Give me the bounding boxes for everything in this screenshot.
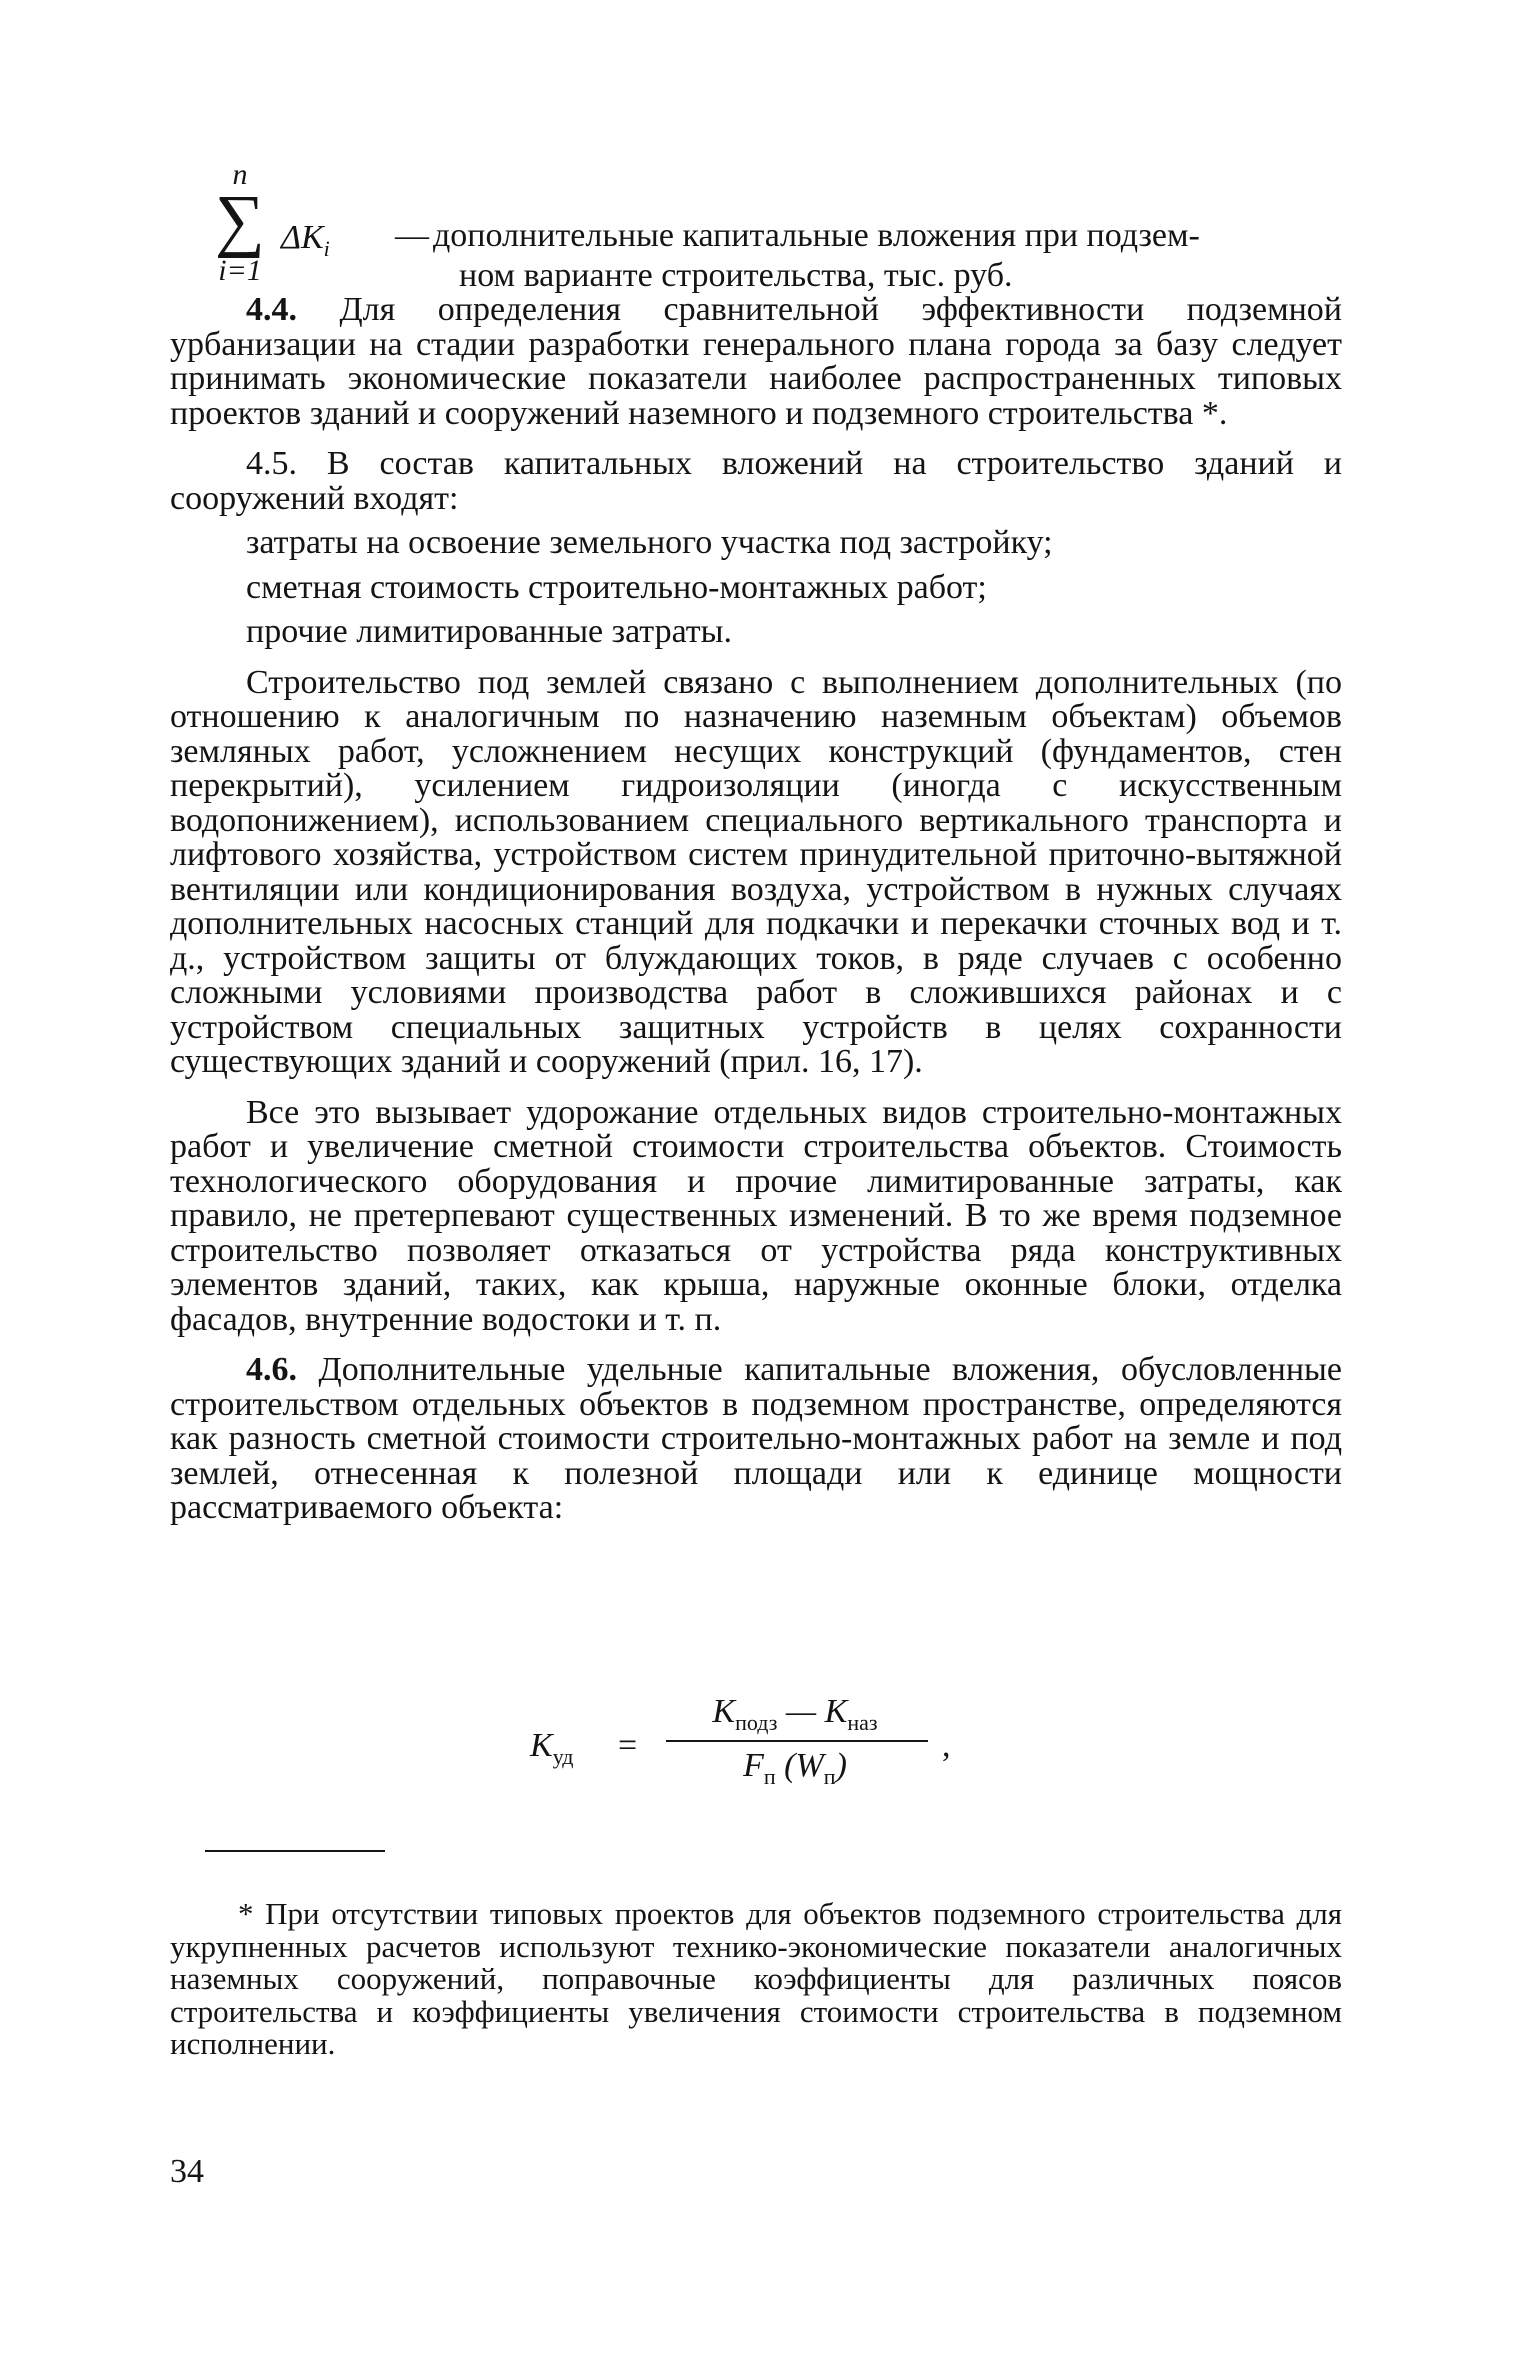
fraction-bar <box>666 1740 928 1742</box>
summation-description-line-1: дополнительные капитальные вложения при подзем- <box>433 217 1200 254</box>
section-text-4-5: В состав капитальных вложений на строительство зданий и сооружений входят: <box>170 445 1342 517</box>
list-item: сметная стоимость строительно-монтажных работ; <box>246 568 987 606</box>
formula-lhs-subscript: уд <box>552 1743 574 1769</box>
section-number-4-6: 4.6. <box>246 1351 297 1388</box>
section-number-4-4: 4.4. <box>246 291 297 328</box>
section-number-4-5: 4.5. <box>246 445 297 482</box>
paragraph-underground-construction: Строительство под землей связано с выполнением дополнительных (по отношению к аналогичным по назначению наземным объектам) объемов земляных работ, усложнением несущих конструкций (фундаментов, стен перекрытий), усилением гидроизоляции (иногда с искусственным водопонижением), использованием специального вертикального транспорта и лифтового хозяйства, устройством систем принудительной приточно-вытяжной вентиляции или кондиционирования воздуха, устройством в нужных случаях дополнительных насосных станций для подкачки и перекачки сточных вод и т. д., устройством защиты от блуждающих токов, в ряде случаев с особенно сложными условиями производства работ в сложившихся районах и с устройством специальных защитных устройств в целях сохранности существующих зданий и сооружений (прил. 16, 17). <box>170 663 1342 1080</box>
formula-lhs-symbol: K <box>530 1727 553 1764</box>
denominator-open-paren: ( <box>775 1747 796 1784</box>
numerator-k2-subscript: наз <box>847 1709 878 1735</box>
numerator-minus: — <box>777 1693 825 1730</box>
footnote <box>170 1898 1342 2061</box>
numerator-k1: K <box>712 1693 736 1730</box>
main-text <box>170 293 1342 1526</box>
summation-upper-limit: n <box>232 158 248 191</box>
formula-numerator <box>680 1693 910 1736</box>
paragraph-cost-increase: Все это вызывает удорожание отдельных видов строительно-монтажных работ и увеличение сметной стоимости строительства объектов. Стоимость технологического оборудования и прочие лимитированные затраты, как правило, не претерпевают существенных изменений. В то же время подземное строительство позволяет отказаться от устройства ряда конструктивных элементов зданий, таких, как крыша, наружные оконные блоки, отделка фасадов, внутренние водостоки и т. п. <box>170 1093 1342 1338</box>
summation-definition <box>205 160 1335 300</box>
numerator-k2: K <box>824 1693 848 1730</box>
list-item: прочие лимитированные затраты. <box>246 613 732 650</box>
footnote-divider <box>205 1850 385 1852</box>
summation-description <box>395 216 1340 296</box>
footnote-text: * При отсутствии типовых проектов для объектов подземного строительства для укрупненных расчетов используют технико-экономические показатели аналогичных наземных сооружений, поправочные коэффициенты для различных поясов строительства и коэффициенты увеличения стоимости строительства в подземном исполнении. <box>170 1896 1342 2061</box>
section-4-4 <box>170 293 1342 431</box>
summation-term-sub: i <box>323 235 330 261</box>
definition-dash: — <box>395 217 429 254</box>
denominator-w: W <box>795 1747 824 1784</box>
numerator-k1-subscript: подз <box>735 1709 778 1735</box>
section-4-5 <box>170 447 1342 516</box>
denominator-f: F <box>743 1747 764 1784</box>
summation-description-line-2: ном варианте строительства, тыс. руб. <box>459 257 1013 294</box>
formula-denominator <box>680 1747 910 1790</box>
summation-term-main: ΔK <box>281 219 324 256</box>
summation-symbol <box>205 160 275 300</box>
page-number: 34 <box>170 2153 204 2190</box>
formula-equals: = <box>618 1727 638 1764</box>
denominator-close-paren: ) <box>835 1747 847 1784</box>
specific-capital-investment-formula <box>530 1693 990 1793</box>
denominator-f-subscript: п <box>763 1763 776 1789</box>
sigma-sign: ∑ <box>215 182 265 259</box>
summation-lower-limit: i=1 <box>218 254 262 287</box>
formula-lhs <box>530 1727 574 1770</box>
section-text-4-6: Дополнительные удельные капитальные вложения, обусловленные строительством отдельных объектов в подземном пространстве, определяются как разность сметной стоимости строительно-монтажных работ на земле и под землей, отнесенная к полезной площади или к единице мощности рассматриваемого объекта: <box>170 1351 1342 1526</box>
section-4-6 <box>170 1353 1342 1526</box>
list-item: затраты на освоение земельного участка под застройку; <box>246 524 1053 561</box>
section-text-4-4: Для определения сравнительной эффективности подземной урбанизации на стадии разработки генерального плана города за базу следует принимать экономические показатели наиболее распространенных типовых проектов зданий и сооружений наземного и подземного строительства *. <box>170 291 1342 432</box>
formula-comma: , <box>942 1727 951 1764</box>
summation-term <box>281 218 330 269</box>
denominator-w-subscript: п <box>823 1763 836 1789</box>
